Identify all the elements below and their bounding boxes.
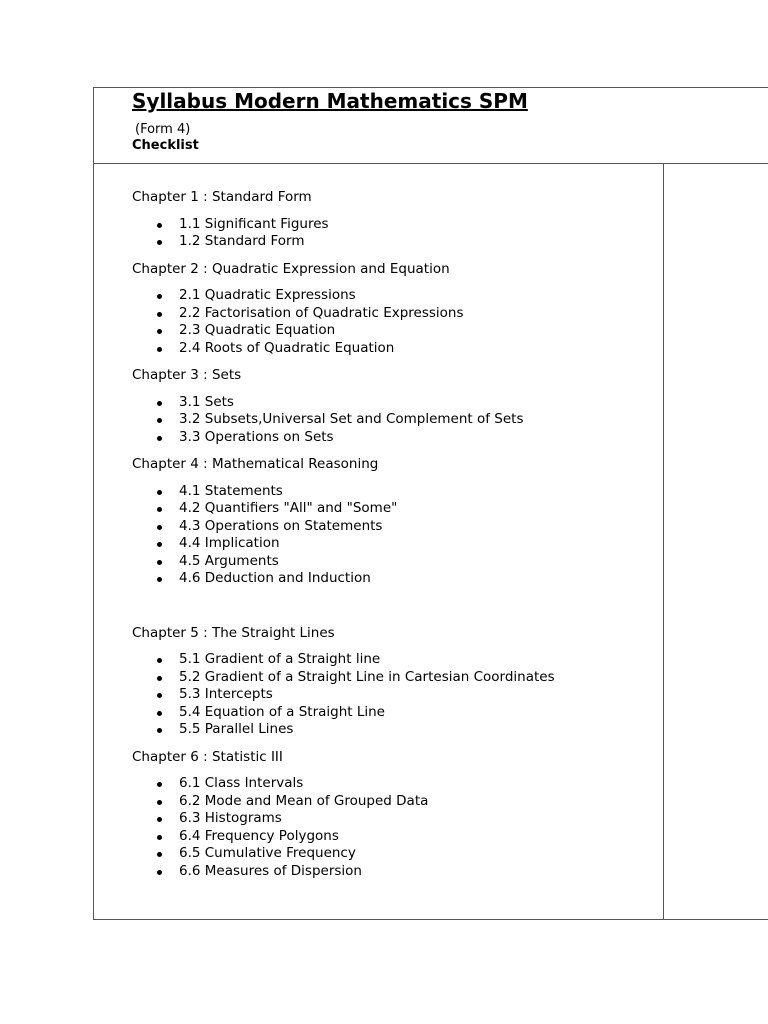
topic-item: 3.1 Sets — [179, 394, 652, 412]
topic-item: 1.1 Significant Figures — [179, 216, 652, 234]
chapter-topic-list — [132, 216, 652, 251]
topic-item: 2.4 Roots of Quadratic Equation — [179, 340, 652, 358]
topic-item: 5.4 Equation of a Straight Line — [179, 704, 652, 722]
topic-item: 2.1 Quadratic Expressions — [179, 287, 652, 305]
topic-item: 4.1 Statements — [179, 483, 652, 501]
topic-item: 2.2 Factorisation of Quadratic Expressions — [179, 305, 652, 323]
checklist-label: Checklist — [132, 138, 199, 153]
topic-item: 6.3 Histograms — [179, 810, 652, 828]
chapter-heading: Chapter 1 : Standard Form — [132, 189, 312, 205]
column-divider — [663, 163, 664, 919]
blank-spacer — [132, 598, 652, 625]
topic-item: 3.3 Operations on Sets — [179, 429, 652, 447]
chapter-topic-list — [132, 651, 652, 739]
topic-item: 6.5 Cumulative Frequency — [179, 845, 652, 863]
chapter-heading: Chapter 4 : Mathematical Reasoning — [132, 456, 379, 472]
topic-item: 6.2 Mode and Mean of Grouped Data — [179, 793, 652, 811]
topic-item: 4.3 Operations on Statements — [179, 518, 652, 536]
topic-item: 4.2 Quantifiers "All" and "Some" — [179, 500, 652, 518]
syllabus-content — [132, 189, 652, 890]
chapter-topic-list — [132, 394, 652, 447]
chapter-topic-list — [132, 483, 652, 588]
syllabus-table — [93, 163, 768, 920]
topic-item: 5.1 Gradient of a Straight line — [179, 651, 652, 669]
form-label: (Form 4) — [135, 122, 191, 137]
topic-item: 2.3 Quadratic Equation — [179, 322, 652, 340]
topic-item: 4.6 Deduction and Induction — [179, 570, 652, 588]
topic-item: 5.5 Parallel Lines — [179, 721, 652, 739]
topic-item: 6.1 Class Intervals — [179, 775, 652, 793]
chapter-heading: Chapter 5 : The Straight Lines — [132, 624, 335, 641]
header-cell — [93, 87, 768, 164]
chapter-topic-list — [132, 287, 652, 357]
topic-item: 3.2 Subsets,Universal Set and Complement of Sets — [179, 411, 652, 429]
chapter-topic-list — [132, 775, 652, 880]
page-title: Syllabus Modern Mathematics SPM — [132, 89, 528, 113]
topic-item: 5.2 Gradient of a Straight Line in Cartesian Coordinates — [179, 669, 652, 687]
topic-item: 5.3 Intercepts — [179, 686, 652, 704]
topic-item: 6.6 Measures of Dispersion — [179, 863, 652, 881]
chapter-heading: Chapter 3 : Sets — [132, 367, 242, 383]
topic-item: 6.4 Frequency Polygons — [179, 828, 652, 846]
topic-item: 4.4 Implication — [179, 535, 652, 553]
topic-item: 4.5 Arguments — [179, 553, 652, 571]
chapter-heading: Chapter 2 : Quadratic Expression and Equation — [132, 260, 450, 277]
topic-item: 1.2 Standard Form — [179, 233, 652, 251]
chapter-heading: Chapter 6 : Statistic III — [132, 748, 283, 765]
